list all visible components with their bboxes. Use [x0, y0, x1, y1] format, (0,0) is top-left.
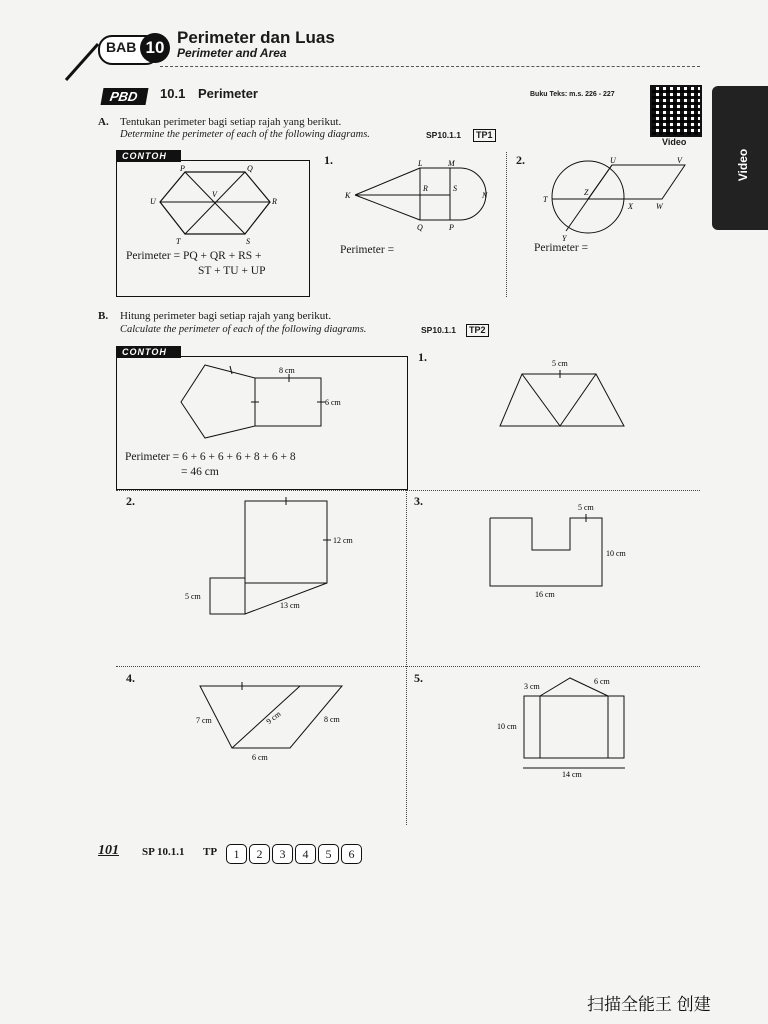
- q2-label-y: Y: [562, 234, 567, 243]
- part-a-example-answer-1: Perimeter = PQ + QR + RS +: [126, 250, 262, 262]
- q1-label-p: P: [449, 223, 454, 232]
- b-q4-dim-6: 6 cm: [252, 753, 268, 762]
- part-b-letter: B.: [98, 310, 109, 322]
- q1-label-n: N: [482, 191, 488, 200]
- part-a-example-label: CONTOH: [116, 150, 181, 162]
- part-b-instruction-en: Calculate the perimeter of each of the following diagrams.: [120, 324, 367, 335]
- part-a-instruction-en: Determine the perimeter of each of the following diagrams.: [120, 129, 370, 140]
- part-a-example-answer-2: ST + TU + UP: [198, 265, 266, 277]
- b-q3-dim-5: 5 cm: [578, 503, 594, 512]
- chapter-number: 10: [140, 33, 170, 63]
- b-q4-dim-8: 8 cm: [324, 715, 340, 724]
- tp-level-5[interactable]: 5: [318, 844, 339, 864]
- pbd-badge: PBD: [101, 88, 149, 105]
- b-q5-dim-14: 14 cm: [562, 770, 582, 779]
- square-triangle-diagram: [180, 496, 370, 626]
- b-q3-dim-16: 16 cm: [535, 590, 555, 599]
- part-a-tp-tag: TP1: [473, 129, 496, 142]
- part-b-q1-number: 1.: [418, 350, 427, 364]
- part-a-instruction-ms: Tentukan perimeter bagi setiap rajah yang berikut.: [120, 116, 342, 128]
- q1-label-q: Q: [417, 223, 423, 232]
- b-q1-dim: 5 cm: [552, 359, 568, 368]
- q2-label-u: U: [610, 156, 616, 165]
- chapter-title: Perimeter dan Luas: [177, 28, 335, 47]
- example-dim-8cm: 8 cm: [279, 366, 295, 375]
- part-b-q4-number: 4.: [126, 671, 135, 685]
- header-rule: [160, 66, 700, 67]
- b-q5-dim-6: 6 cm: [594, 677, 610, 686]
- divider: [506, 152, 507, 297]
- part-b-tp-tag: TP2: [466, 324, 489, 337]
- b-q2-dim-13: 13 cm: [280, 601, 300, 610]
- q2-label-t: T: [543, 195, 548, 204]
- b-q5-dim-10: 10 cm: [497, 722, 517, 731]
- part-b-example-answer-1: Perimeter = 6 + 6 + 6 + 6 + 8 + 6 + 8: [125, 451, 296, 463]
- part-b-q2-number: 2.: [126, 494, 135, 508]
- hexagon-diagram: [150, 164, 280, 246]
- q1-label-k: K: [345, 191, 351, 200]
- part-b-sp-code: SP10.1.1: [421, 325, 456, 335]
- divider: [116, 666, 700, 667]
- pen-decoration: [62, 40, 102, 85]
- part-a-sp-code: SP10.1.1: [426, 130, 461, 140]
- section-number: 10.1: [160, 86, 186, 101]
- u-shape-diagram: [480, 500, 640, 600]
- b-q5-dim-3: 3 cm: [524, 682, 540, 691]
- part-a-letter: A.: [98, 116, 109, 128]
- trapezium-triangles-diagram: [496, 356, 631, 431]
- b-q3-dim-10: 10 cm: [606, 549, 626, 558]
- b-q4-dim-7: 7 cm: [196, 716, 212, 725]
- b-q4-dim-9: 9 cm: [264, 709, 283, 727]
- hex-label-p: P: [180, 164, 185, 173]
- video-label: Video: [662, 137, 687, 147]
- chapter-label: BAB: [106, 39, 137, 55]
- part-a-q1-answer: Perimeter =: [340, 244, 395, 256]
- tp-level-boxes: [226, 844, 364, 864]
- footer-tp-label: TP: [203, 846, 218, 858]
- divider: [406, 490, 407, 825]
- scanner-watermark: 扫描全能王 创建: [587, 995, 711, 1014]
- part-b-instruction-ms: Hitung perimeter bagi setiap rajah yang berikut.: [120, 310, 332, 322]
- hex-label-u: U: [150, 197, 156, 206]
- parallelogram-triangle-diagram: [190, 680, 360, 770]
- page-number: 101: [98, 843, 119, 858]
- part-a-q1-number: 1.: [324, 153, 333, 167]
- q1-label-l: L: [418, 159, 423, 168]
- rectangle-triangle-diagram: [494, 672, 644, 782]
- part-b-example-answer-2: = 46 cm: [181, 466, 219, 478]
- tp-level-3[interactable]: 3: [272, 844, 293, 864]
- kite-semicircle-diagram: [345, 158, 495, 233]
- circle-parallelogram-diagram: [540, 155, 700, 245]
- q1-label-s: S: [453, 184, 457, 193]
- qr-code-icon[interactable]: [650, 85, 702, 137]
- hex-label-q: Q: [247, 164, 253, 173]
- b-q2-dim-12: 12 cm: [333, 536, 353, 545]
- part-b-q5-number: 5.: [414, 671, 423, 685]
- q1-label-m: M: [448, 159, 455, 168]
- pentagon-square-diagram: [175, 360, 365, 445]
- part-b-q3-number: 3.: [414, 494, 423, 508]
- q2-label-w: W: [656, 202, 663, 211]
- textbook-reference: Buku Teks: m.s. 226 - 227: [530, 91, 615, 98]
- tp-level-6[interactable]: 6: [341, 844, 362, 864]
- part-b-example-label: CONTOH: [116, 346, 181, 358]
- tp-level-2[interactable]: 2: [249, 844, 270, 864]
- hex-label-r: R: [272, 197, 277, 206]
- q1-label-r: R: [423, 184, 428, 193]
- hex-label-v: V: [212, 190, 217, 199]
- b-q2-dim-5: 5 cm: [185, 592, 201, 601]
- hex-label-s: S: [246, 237, 250, 246]
- hex-label-t: T: [176, 237, 181, 246]
- footer-sp-code: SP 10.1.1: [142, 846, 185, 858]
- tp-level-1[interactable]: 1: [226, 844, 247, 864]
- q2-label-x: X: [628, 202, 633, 211]
- part-a-q2-number: 2.: [516, 153, 525, 167]
- q2-label-z: Z: [584, 188, 589, 197]
- chapter-subtitle: Perimeter and Area: [177, 46, 287, 60]
- section-title: Perimeter: [198, 86, 258, 101]
- tp-level-4[interactable]: 4: [295, 844, 316, 864]
- example-dim-6cm: 6 cm: [325, 398, 341, 407]
- q2-label-v: V: [677, 156, 682, 165]
- part-a-q2-answer: Perimeter =: [534, 242, 589, 254]
- divider: [116, 490, 700, 491]
- side-tab[interactable]: Video: [712, 86, 768, 230]
